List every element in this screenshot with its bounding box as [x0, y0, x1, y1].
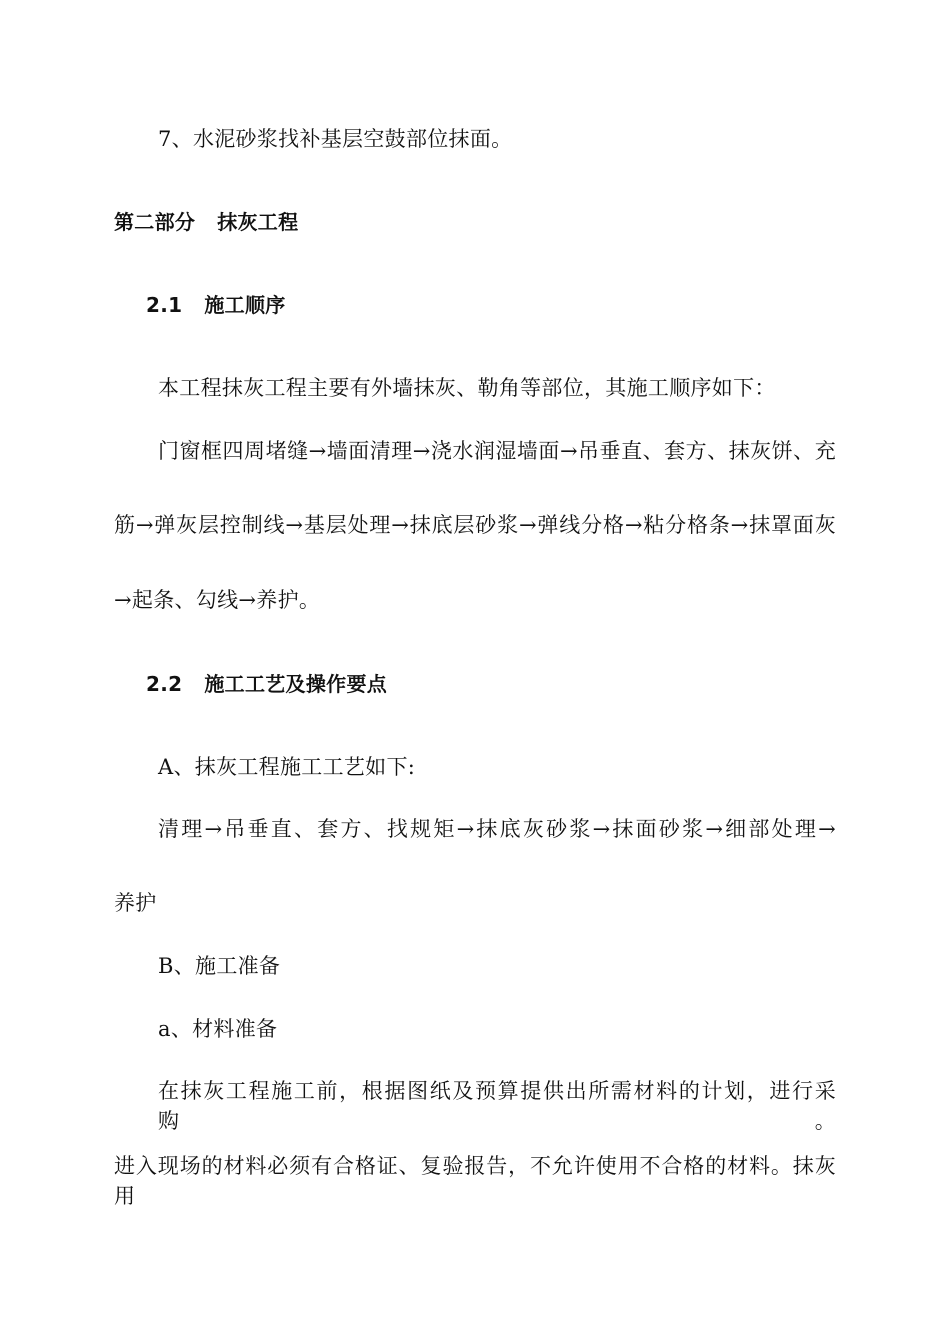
paragraph-process-line-2: 养护	[114, 891, 157, 915]
section-title: 施工顺序	[204, 293, 286, 317]
subheading-a: A、抹灰工程施工工艺如下:	[158, 755, 416, 779]
paragraph-materials-line-2: 进入现场的材料必须有合格证、复验报告，不允许使用不合格的材料。抹灰用	[114, 1154, 836, 1208]
section-number: 2.1	[146, 293, 183, 317]
part-heading	[114, 207, 836, 237]
paragraph-sequence-line-1: 门窗框四周堵缝→墙面清理→浇水润湿墙面→吊垂直、套方、抹灰饼、充	[158, 439, 836, 463]
section-heading-2-2	[146, 669, 868, 699]
paragraph-sequence-line-3: →起条、勾线→养护。	[114, 588, 321, 612]
list-item-7: 7、水泥砂浆找补基层空鼓部位抹面。	[158, 127, 513, 151]
paragraph-sequence-line-2: 筋→弹灰层控制线→基层处理→抹底层砂浆→弹线分格→粘分格条→抹罩面灰	[114, 513, 836, 537]
section-number: 2.2	[146, 672, 183, 696]
part-number: 第二部分	[114, 210, 196, 234]
subheading-b: B、施工准备	[158, 954, 281, 978]
section-title: 施工工艺及操作要点	[204, 672, 388, 696]
section-heading-2-1	[146, 290, 868, 320]
paragraph-intro: 本工程抹灰工程主要有外墙抹灰、勒角等部位，其施工顺序如下：	[158, 376, 776, 400]
paragraph-process-line-1: 清理→吊垂直、套方、找规矩→抹底灰砂浆→抹面砂浆→细部处理→	[158, 817, 836, 841]
paragraph-materials-line-1: 在抹灰工程施工前，根据图纸及预算提供出所需材料的计划，进行采购。	[158, 1079, 836, 1133]
part-title: 抹灰工程	[217, 210, 299, 234]
subheading-materials: a、材料准备	[158, 1017, 278, 1041]
